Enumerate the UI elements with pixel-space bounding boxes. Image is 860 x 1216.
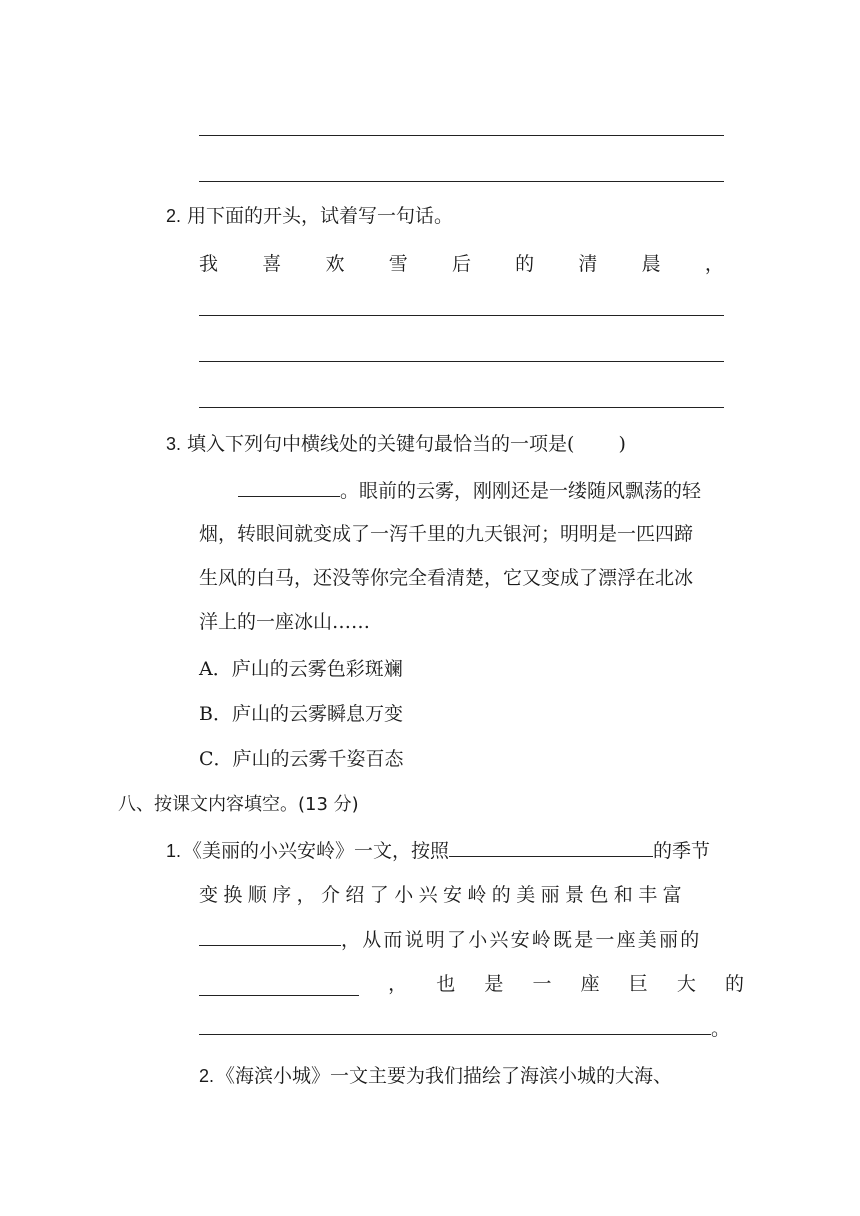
answer-line[interactable] [199,181,724,182]
option-text: 庐山的云雾千姿百态 [232,748,404,770]
starter-char: 晨 [641,253,661,275]
starter-char: 欢 [325,253,345,275]
question-text: 《海滨小城》一文主要为我们描绘了海滨小城的大海、 [216,1065,673,1087]
option-c[interactable] [199,747,404,771]
question-char: 座 [580,973,600,995]
paren-close: ) [618,433,626,455]
question-number: 3. [166,434,182,454]
question-char: 巨 [628,973,648,995]
passage-line: 烟，转眼间就变成了一泻千里的九天银河；明明是一匹四蹄 [199,523,694,545]
question-line [199,1017,730,1041]
question-line [199,928,701,952]
question-2 [199,1064,672,1088]
answer-line[interactable] [199,407,724,408]
passage-line [238,479,701,503]
question-line [199,972,744,996]
question-line: 变换顺序，介绍了小兴安岭的美丽景色和丰富 [199,884,688,906]
option-letter: B． [199,703,232,725]
sentence-starter [199,252,724,276]
question-2 [166,204,453,228]
section-heading: 八、按课文内容填空。(13 分) [118,794,359,815]
question-char: ， [388,973,408,995]
option-b[interactable] [199,702,403,726]
starter-char: 喜 [262,253,282,275]
question-3 [166,432,626,456]
question-text: ，从而说明了小兴安岭既是一座美丽的 [341,929,702,951]
fill-blank[interactable] [199,1018,711,1035]
answer-line[interactable] [199,135,724,136]
question-number: 2. [166,206,182,226]
option-letter: C． [199,748,233,770]
passage-line: 生风的白马，还没等你完全看清楚，它又变成了漂浮在北冰 [199,567,694,589]
starter-char: 雪 [388,253,408,275]
question-char: 一 [532,973,552,995]
option-text: 庐山的云雾色彩斑斓 [231,658,403,680]
passage-text: 。眼前的云雾，刚刚还是一缕随风飘荡的轻 [340,480,702,502]
question-text: 《美丽的小兴安岭》一文，按照 [183,840,450,862]
question-number: 2. [199,1066,215,1086]
question-char: 大 [676,973,696,995]
question-text: 。 [711,1018,731,1040]
question-number: 1. [166,841,182,861]
starter-char: ， [704,253,724,275]
question-prompt: 填入下列句中横线处的关键句最恰当的一项是( [187,433,575,455]
starter-char: 我 [199,253,219,275]
passage-blank[interactable] [238,480,340,497]
question-prompt: 用下面的开头，试着写一句话。 [187,205,454,227]
option-a[interactable] [199,657,403,681]
question-char: 的 [724,973,744,995]
fill-blank[interactable] [449,840,653,857]
option-letter: A． [199,658,232,680]
answer-line[interactable] [199,361,724,362]
option-text: 庐山的云雾瞬息万变 [231,703,403,725]
starter-char: 的 [515,253,535,275]
question-char: 也 [436,973,456,995]
starter-char: 后 [451,253,471,275]
starter-char: 清 [578,253,598,275]
fill-blank[interactable] [199,979,359,996]
question-1 [166,839,710,863]
fill-blank[interactable] [199,929,341,946]
question-char: 是 [484,973,504,995]
question-text: 的季节 [653,840,711,862]
passage-line: 洋上的一座冰山…… [199,611,371,633]
answer-line[interactable] [199,315,724,316]
